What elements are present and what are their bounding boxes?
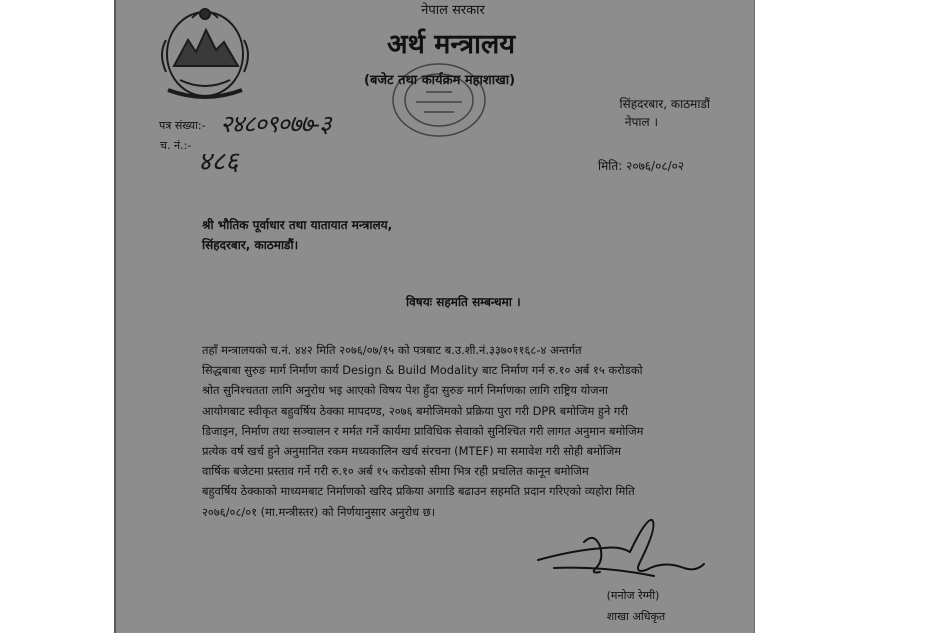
signatory-designation: शाखा अधिकृत — [606, 610, 666, 623]
ministry-title: अर्थ मन्त्रालय — [386, 29, 516, 60]
body-line: श्रोत सुनिश्चतता लागि अनुरोध भइ आएको विषय पेश हुँदा सुरुङ मार्ग निर्माणका लागि राष्ट्रिय योजना — [202, 383, 608, 398]
addressee-line-1: श्री भौतिक पूर्वाधार तथा यातायात मन्त्रालय, — [202, 218, 393, 232]
body-line: आयोगबाट स्वीकृत बहुवर्षिय ठेक्का मापदण्ड, २०७६ बमोजिमको प्रक्रिया पुरा गरी DPR बमोजिम हुने गरी — [202, 403, 628, 418]
body-line: सिद्धबाबा सुरुङ मार्ग निर्माण कार्य Design & Build Modality बाट निर्माण गर्न रु.१० अर्ब १५ करोडको — [202, 363, 643, 378]
body-line: तहाँ मन्त्रालयको च.नं. ४४२ मिति २०७६/०७/१५ को पत्रबाट ब.उ.शी.नं.३३७०११६८-४ अन्तर्गत — [202, 343, 582, 357]
dispatch-number-label: च. नं.:- — [160, 139, 192, 152]
addressee-line-2: सिंहदरबार, काठमाडौं। — [202, 238, 299, 252]
body-line: बहुवर्षिय ठेक्काको माध्यमबाट निर्माणको खरिद प्रकिया अगाडि बढाउन सहमति प्रदान गरिएको व्यहोरा मिति — [202, 484, 635, 499]
letter-page — [114, 0, 755, 633]
body-line: डिजाइन, निर्माण तथा सञ्चालन र मर्मत गर्ने कार्यमा प्राविधिक सेवाको सुनिश्चित गरी लागत अनुमान बमोजिम — [202, 423, 644, 438]
reference-number-label: पत्र संख्या:- — [159, 119, 206, 132]
body-line: प्रत्येक वर्ष खर्च हुने अनुमानित रकम मध्यकालिन खर्च संरचना (MTEF) मा समावेश गरी सोही बमोजिम — [202, 444, 622, 459]
body-line: वार्षिक बजेटमा प्रस्ताव गर्ने गरी रु.१० अर्ब १५ करोडको सीमा भित्र रही प्रचलित कानून बमोजिम — [202, 464, 589, 479]
body-line: २०७६/०८/०१ (मा.मन्त्रीस्तर) को निर्णयानुसार अनुरोध छ। — [202, 504, 436, 519]
letter-date: मिति: २०७६/०८/०२ — [598, 159, 685, 173]
dispatch-number-value: ४८६ — [198, 147, 239, 177]
reference-number-value: २४८०९०७७-३ — [220, 110, 331, 138]
nepal-emblem-icon — [152, 0, 258, 108]
letter-body — [202, 340, 718, 522]
division-name: (बजेट तथा कार्यक्रम महाशाखा) — [364, 73, 516, 88]
government-name: नेपाल सरकार — [421, 3, 485, 18]
address-line-1: सिंहदरबार, काठमाडौं — [619, 97, 710, 111]
letter-subject: विषयः सहमति सम्बन्धमा । — [406, 295, 521, 309]
address-line-2: नेपाल । — [624, 115, 658, 129]
signatory-name: (मनोज रेग्मी) — [606, 589, 660, 602]
